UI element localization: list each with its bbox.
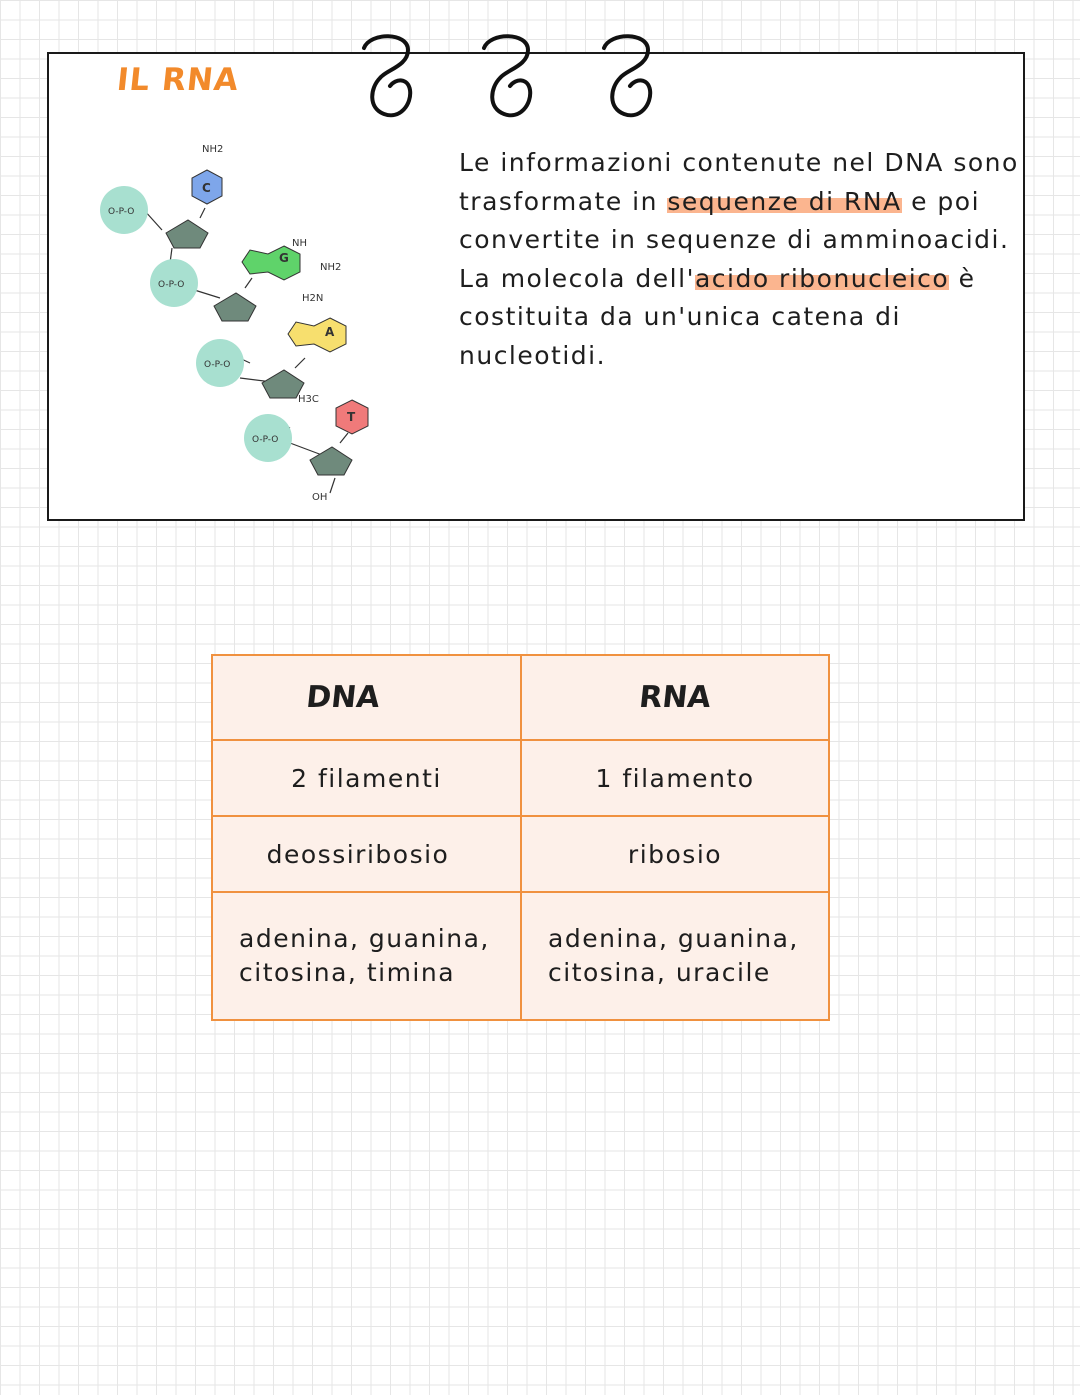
highlight-ribonucleic-acid: acido ribonucleico	[694, 263, 950, 293]
label-phosphate-1: O-P-O	[108, 207, 135, 217]
header-rna: RNA	[637, 680, 713, 715]
notebook-rings-icon	[350, 26, 670, 126]
highlight-rna-sequences: sequenze di RNA	[667, 186, 902, 216]
sugar-ring-2	[214, 293, 256, 321]
label-base-a: A	[325, 325, 335, 339]
paragraph-info	[459, 144, 1029, 260]
cell-rna-strands: 1 filamento	[595, 763, 755, 793]
label-oh: OH	[312, 492, 328, 503]
cell-dna-bases-line2: citosina, timina	[239, 958, 456, 987]
label-phosphate-2: O-P-O	[158, 280, 185, 290]
adenine-base	[288, 318, 346, 352]
cell-dna-bases-line1: adenina, guanina,	[239, 924, 490, 953]
cell-dna-strands: 2 filamenti	[291, 763, 442, 793]
label-base-g: G	[279, 251, 289, 265]
paragraph1-text-start: Le informazioni contenute nel DNA sono trasformate in	[459, 148, 1019, 216]
label-h3c-thymine: H3C	[298, 394, 319, 405]
sugar-ring-4	[310, 447, 352, 475]
dna-rna-comparison-table	[211, 654, 830, 1021]
page-title: IL RNA	[115, 62, 241, 98]
label-phosphate-3: O-P-O	[204, 360, 231, 370]
label-nh-guanine: NH	[292, 238, 307, 249]
paragraph1-text-end: e poi convertite in sequenze di amminoacidi.	[459, 186, 1010, 254]
header-dna: DNA	[304, 680, 382, 715]
paragraph2-text-start: La molecola dell'	[459, 263, 695, 293]
label-nh2-cytosine: NH2	[202, 144, 224, 155]
cell-rna-bases-line2: citosina, uracile	[548, 958, 771, 987]
label-base-c: C	[202, 181, 211, 195]
paragraph-molecule	[459, 260, 1029, 376]
rna-description	[459, 144, 1029, 375]
label-nh2-guanine: NH2	[320, 262, 342, 273]
sugar-ring-1	[166, 220, 208, 248]
paragraph2-text-end: è costituita da un'unica catena di nucleotidi.	[459, 263, 976, 370]
cell-rna-sugar: ribosio	[627, 839, 723, 869]
nucleotide-chain-diagram	[90, 138, 420, 508]
cell-dna-sugar: deossiribosio	[266, 839, 450, 869]
label-h2n-adenine: H2N	[302, 293, 324, 304]
cell-dna-bases	[239, 893, 520, 1019]
guanine-base	[242, 246, 300, 280]
label-phosphate-4: O-P-O	[252, 435, 279, 445]
cell-rna-bases	[548, 893, 828, 1019]
cell-rna-bases-line1: adenina, guanina,	[548, 924, 799, 953]
label-base-t: T	[347, 410, 356, 424]
